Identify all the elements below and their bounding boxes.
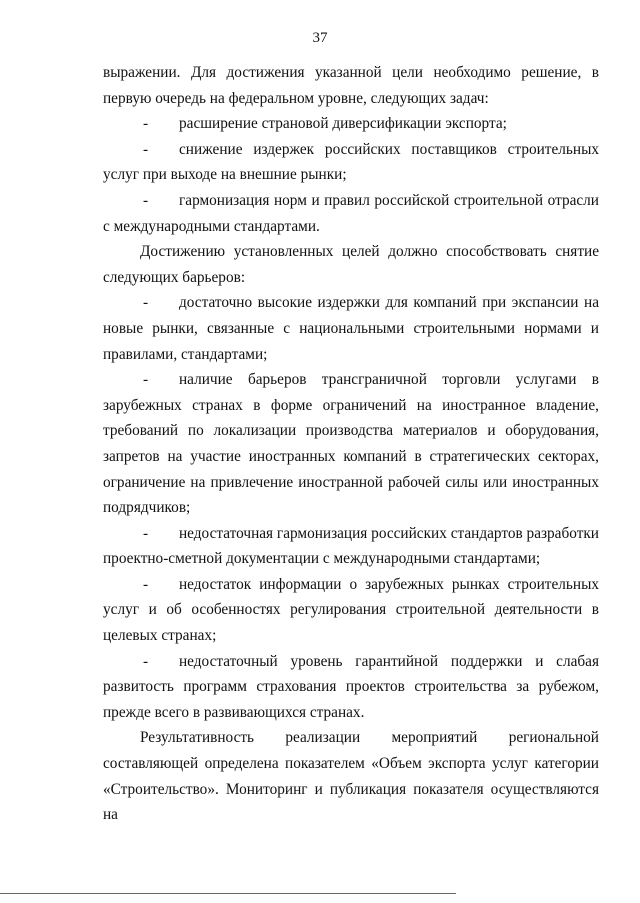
list-item — [103, 649, 599, 726]
list-dash: - — [143, 140, 149, 158]
list-item — [103, 188, 599, 239]
list-item-text: недостаток информации о зарубежных рынках строительных услуг и об особенностях регулирования строительной деятельности в целевых странах; — [103, 575, 599, 645]
list-dash: - — [143, 652, 149, 670]
list-dash: - — [143, 191, 149, 209]
paragraph-performance: Результативность реализации мероприятий региональной составляющей определена показателем «Объем экспорта услуг категории «Строительство». Мониторинг и публикация показателя осуществляются на — [103, 729, 599, 824]
paragraph-goal-continuation: выражении. Для достижения указанной цели необходимо решение, в первую очередь на федеральном уровне, следующих задач: — [103, 64, 599, 107]
list-item-text: недостаточный уровень гарантийной поддержки и слабая развитость программ страхования проектов строительства за рубежом, прежде всего в развивающихся странах. — [103, 652, 599, 721]
list-dash: - — [143, 294, 149, 312]
list-item-text: достаточно высокие издержки для компаний при экспансии на новые рынки, связанные с национальными строительными нормами и правилами, стандартами; — [103, 294, 599, 363]
paragraph-barriers-intro: Достижению установленных целей должно способствовать снятие следующих барьеров: — [103, 243, 599, 286]
list-item — [103, 521, 599, 572]
list-item — [103, 111, 599, 137]
list-dash: - — [143, 115, 149, 133]
list-item-text: гармонизация норм и правил российской строительной отрасли с международными стандартами. — [103, 191, 599, 235]
list-item-text: расширение страновой диверсификации экспорта; — [179, 115, 507, 133]
page-number: 37 — [312, 30, 328, 46]
footer-rule — [0, 893, 456, 894]
list-dash: - — [143, 524, 149, 542]
list-item — [103, 572, 599, 649]
list-dash: - — [143, 575, 149, 593]
list-item — [103, 137, 599, 188]
document-body — [103, 60, 599, 828]
list-item-text: наличие барьеров трансграничной торговли услугами в зарубежных странах в форме ограничений на иностранное владение, требований по локализации производства материалов и оборудования, запретов на участие иностранных компаний в стратегических секторах, ограничение на привлечение иностранной рабочей силы или иностранных подрядчиков; — [103, 371, 599, 517]
list-item-text: недостаточная гармонизация российских стандартов разработки проектно-сметной документации с международными стандартами; — [103, 524, 599, 568]
task-list — [103, 111, 599, 239]
list-item — [103, 290, 599, 367]
list-item — [103, 367, 599, 521]
barrier-list — [103, 290, 599, 725]
list-dash: - — [143, 371, 149, 389]
list-item-text: снижение издержек российских поставщиков строительных услуг при выходе на внешние рынки; — [103, 140, 599, 184]
